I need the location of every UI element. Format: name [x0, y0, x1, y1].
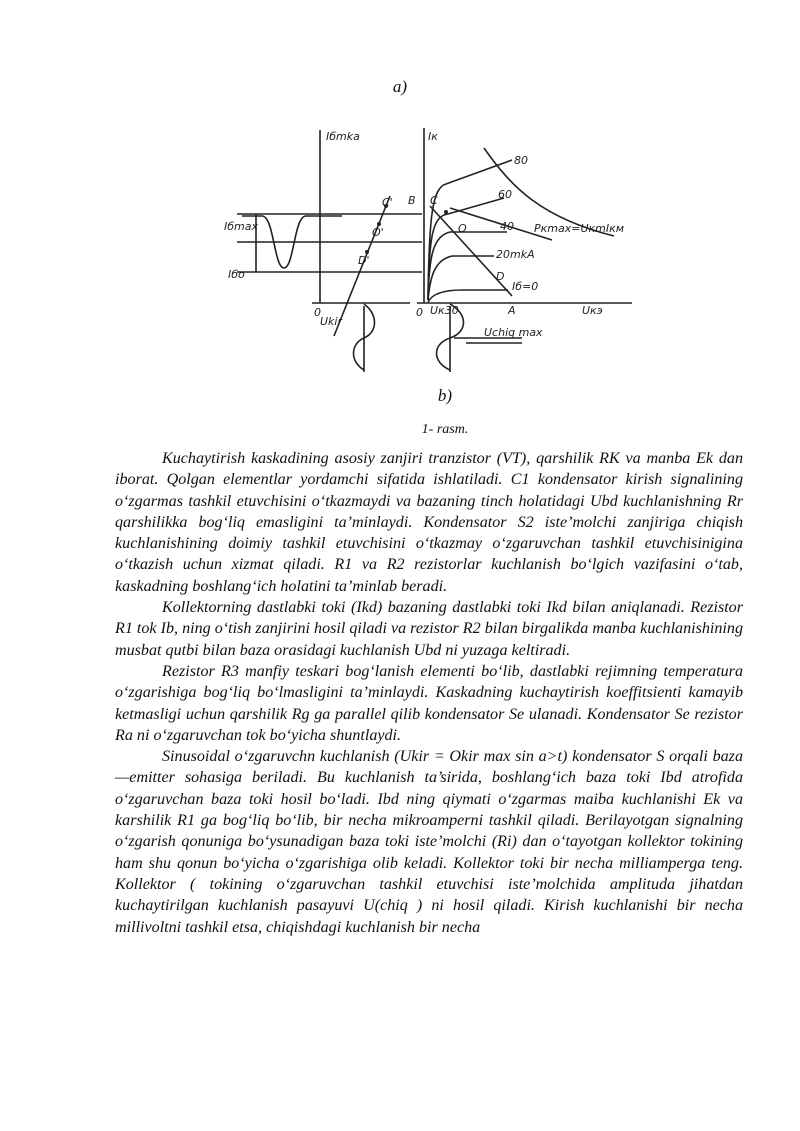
label-curve-80: 80 — [514, 154, 528, 167]
label-x-axis: Uкэ — [582, 304, 603, 317]
figure-number: 1- rasm. — [421, 422, 469, 437]
figure-caption-a: a) — [392, 77, 408, 96]
paragraph-4: Sinusoidal o‘zgaruvchn kuchlanish (Ukir = Okir max sin a>t) kondensator S orqali baza —emitter sohasiga beriladi. Bu kuchlanish ta’sirida, boshlang‘ich baza toki Ibd atrofida o‘zgaruvchan baza toki hosil bo‘ladi. Ibd ning qiymati o‘zgarmas maiba kuchlanishi Ek va karshilik R1 ga bog‘liq bo‘lib, bir necha mikroamperni tashkil qiladi. Berilayotgan signalning o‘zgarish qonuniga bo‘ysunadigan baza toki iste’molchi (Ri) dan o‘tayotgan kollektor tokining ham shu qonun bo‘yicha o‘zgarishiga olib keladi. Kollektor toki bir necha milliamperga teng. Kollektor ( tokining o‘zgaruvchan tashkil etuvchisi iste’molchida amplituda jihatdan kuchaytirilgan kuchlanish pasayuvi U(chiq ) ni hosil qiladi. Kirish kuchlanishi bir necha millivoltni tashkil etsa, chiqishdagi kuchlanish bir necha — [115, 748, 743, 936]
curve-ib0 — [428, 290, 508, 302]
label-d: D — [496, 270, 505, 283]
label-curve-20: 20mkA — [496, 248, 535, 261]
paragraph-2: Kollektorning dastlabki toki (Ikd) bazaning dastlabki toki Ikd bilan aniqlanadi. Rezistor R1 tok Ib, ning o‘tish zanjirini hosil qiladi va rezistor R2 bilan birgalikda manba kuchlanishining musbat qutbi bilan baza orasidagi kuchlanish Ubd ni yuzaga keltiradi. — [115, 599, 743, 659]
label-o: O — [458, 222, 467, 235]
label-u-out: Uchiq max — [484, 326, 543, 339]
figure-caption-b: b) — [437, 386, 453, 405]
label-d-prime: D' — [358, 254, 370, 267]
label-pk-max: Pкmax=UкmIкм — [534, 222, 625, 235]
label-uk0: Uк30 — [430, 304, 459, 317]
transistor-characteristics-figure — [222, 118, 642, 378]
label-u-kir: Ukir — [320, 315, 342, 328]
label-ib-zero: Iбо — [228, 268, 245, 281]
label-c-prime: C' — [382, 196, 393, 209]
label-origin-right: 0 — [416, 306, 423, 319]
body-text — [115, 448, 743, 938]
label-left-y-axis: Iбmkа — [326, 130, 360, 143]
label-curve-60: 60 — [498, 188, 512, 201]
label-right-y-axis: Iк — [428, 130, 438, 143]
label-b: B — [408, 194, 416, 207]
label-curve-40: 40 — [500, 220, 514, 233]
label-origin-left: 0 — [314, 306, 321, 319]
label-o-prime: O' — [372, 226, 384, 239]
paragraph-1: Kuchaytirish kaskadining asosiy zanjiri tranzistor (VT), qarshilik RK va manba Ek dan iborat. Qolgan elementlar yordamchi sifatida ishlatiladi. C1 kondensator kirish signalining o‘zgarmas tashkil etuvchisini o‘tkazmaydi va bazaning tinch holatidagi Ubd kuchlanishning Rr qarshilikka bog‘liq emasligini ta’minlaydi. Kondensator S2 iste’molchi zanjiriga chiqish kuchlanishining doimiy tashkil etuvchisini o‘tkazmay o‘zgaruvchan tashkil etuvchisinigina o‘tkazish uchun xizmat qiladi. R1 va R2 rezistorlar kuchlanish bo‘lgich vazifasini o‘tab, kaskadning boshlang‘ich holatini ta’minlab beradi. — [115, 450, 743, 595]
label-a: A — [508, 304, 516, 317]
label-c: C — [430, 194, 438, 207]
paragraph-3: Rezistor R3 manfiy teskari bog‘lanish elementi bo‘lib, dastlabki rejimning temperatura o‘zgarishiga bog‘liq bo‘lmasligini ta’minlaydi. Kaskadning kuchaytirish koeffitsienti kamayib ketmasligi uchun qarshilik Rg ga parallel qilib kondensator Se ulanadi. Kondensator Se rezistor Ra ni o‘zgaruvchan tok bo‘yicha shuntlaydi. — [115, 662, 743, 744]
label-ib-max: Iбmax — [224, 220, 258, 233]
label-ib0: Iб=0 — [512, 280, 539, 293]
